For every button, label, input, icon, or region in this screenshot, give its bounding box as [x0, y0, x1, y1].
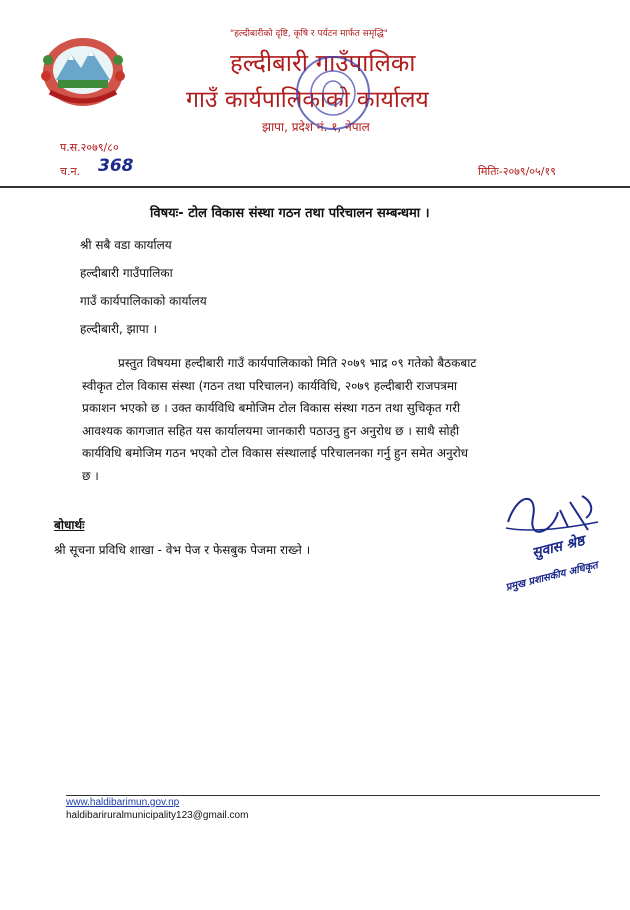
motto: "हल्दीबारीको दृष्टि, कृषि र पर्यटन मार्फत समृद्धि" [230, 29, 388, 39]
office-name: गाउँ कार्यपालिकाको कार्यालय [186, 87, 429, 113]
signer-title: प्रमुख प्रशासकीय अधिकृत [504, 560, 600, 594]
signer-name: सुवास श्रेष्ठ [530, 533, 587, 562]
cc-label: बोधार्थः [54, 518, 85, 532]
body-line: आवश्यक कागजात सहित यस कार्यालयमा जानकारी पठाउनु हुन अनुरोध छ । साथै सोही [82, 423, 460, 438]
contact-email: haldibariruralmunicipality123@gmail.com [66, 810, 249, 821]
letter-subject: विषयः- टोल विकास संस्था गठन तथा परिचालन सम्बन्धमा । [150, 206, 430, 221]
recipient-line: गाउँ कार्यपालिकाको कार्यालय [80, 294, 207, 308]
org-name: हल्दीबारी गाउँपालिका [230, 49, 416, 77]
letter-body [82, 352, 544, 487]
website-link[interactable]: www.haldibarimun.gov.np [66, 797, 180, 808]
dispatch-number-value: 368 [98, 156, 134, 176]
body-line: छ । [82, 468, 99, 483]
office-stamp-icon [292, 52, 374, 134]
recipient-line: श्री सबै वडा कार्यालय [80, 238, 172, 252]
cc-item: श्री सूचना प्रविधि शाखा - वेभ पेज र फेसबुक पेजमा राख्ने । [54, 543, 311, 557]
body-line: स्वीकृत टोल विकास संस्था (गठन तथा परिचालन) कार्यविधि, २०७९ हल्दीबारी राजपत्रमा [82, 378, 458, 393]
footer-divider [66, 795, 600, 796]
office-address: झापा, प्रदेश नं. १, नेपाल [262, 120, 370, 134]
recipient-line: हल्दीबारी, झापा । [80, 322, 158, 336]
recipient-line: हल्दीबारी गाउँपालिका [80, 266, 173, 280]
dispatch-number-label: च.न. [60, 165, 81, 178]
letter-number: प.स.२०७९/८० [60, 141, 119, 154]
header-divider [0, 186, 630, 188]
body-line: प्रकाशन भएको छ । उक्त कार्यविधि बमोजिम टोल विकास संस्था गठन तथा सुचिकृत गरी [82, 401, 461, 415]
nepal-emblem-icon [36, 30, 130, 110]
handwritten-signature-icon [498, 482, 608, 542]
body-line: कार्यविधि बमोजिम गठन भएको टोल विकास संस्थालाई परिचालनका गर्नु हुन समेत अनुरोध [82, 446, 469, 460]
body-line: प्रस्तुत विषयमा हल्दीबारी गाउँ कार्यपालिकाको मिति २०७९ भाद्र ०९ गतेको बैठकबाट [118, 356, 477, 370]
letter-date: मितिः-२०७९/०५/१९ [478, 165, 556, 178]
